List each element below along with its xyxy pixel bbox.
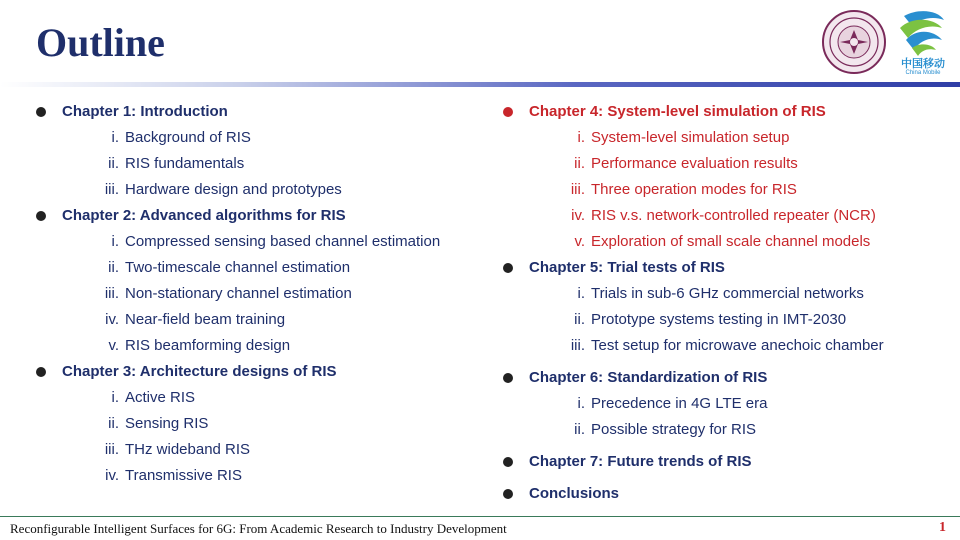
item-text: RIS fundamentals bbox=[125, 155, 245, 172]
chapter-4-title: Chapter 4: System-level simulation of RIS bbox=[529, 103, 826, 120]
chapter-2-item-3 bbox=[100, 284, 352, 304]
chapter-5-item-3 bbox=[566, 336, 884, 356]
item-text: Active RIS bbox=[125, 389, 196, 406]
item-text: Two-timescale channel estimation bbox=[125, 259, 351, 276]
chapter-6-item-1 bbox=[566, 394, 767, 414]
chapter-4-item-2 bbox=[566, 154, 798, 174]
item-text: Performance evaluation results bbox=[591, 155, 798, 172]
item-text: Transmissive RIS bbox=[125, 467, 242, 484]
chapter-4-item-4 bbox=[566, 206, 876, 226]
bullet-icon bbox=[503, 263, 513, 273]
item-text: RIS v.s. network-controlled repeater (NCR) bbox=[591, 207, 876, 224]
chapter-3-item-4 bbox=[100, 466, 242, 486]
chapter-6-heading bbox=[529, 368, 767, 388]
chapter-1-title: Chapter 1: Introduction bbox=[62, 103, 228, 120]
item-number: iii. bbox=[570, 181, 585, 198]
footer-divider bbox=[0, 516, 960, 517]
item-number: ii. bbox=[574, 311, 585, 328]
item-text: Near-field beam training bbox=[125, 311, 286, 328]
conclusions-heading bbox=[529, 484, 619, 504]
chapter-5-item-1 bbox=[566, 284, 864, 304]
bullet-icon bbox=[503, 489, 513, 499]
item-number: i. bbox=[577, 395, 585, 412]
item-text: Three operation modes for RIS bbox=[591, 181, 797, 198]
item-number: ii. bbox=[574, 155, 585, 172]
item-text: Background of RIS bbox=[125, 129, 251, 146]
chapter-3-item-2 bbox=[100, 414, 208, 434]
item-text: Trials in sub-6 GHz commercial networks bbox=[591, 285, 864, 302]
chapter-5-heading bbox=[529, 258, 725, 278]
china-mobile-logo bbox=[890, 6, 956, 80]
item-number: iv. bbox=[571, 207, 585, 224]
item-text: Exploration of small scale channel models bbox=[591, 233, 871, 250]
slide-title: Outline bbox=[36, 20, 165, 65]
chapter-2-item-2 bbox=[100, 258, 350, 278]
item-text: THz wideband RIS bbox=[125, 441, 251, 458]
item-number: v. bbox=[574, 233, 585, 250]
item-text: Hardware design and prototypes bbox=[125, 181, 342, 198]
chapter-4-item-5 bbox=[566, 232, 870, 252]
item-number: iii. bbox=[104, 285, 119, 302]
chapter-2-title: Chapter 2: Advanced algorithms for RIS bbox=[62, 207, 346, 224]
title-divider bbox=[0, 82, 960, 87]
bullet-icon bbox=[503, 107, 513, 117]
item-number: iii. bbox=[104, 441, 119, 458]
footer-text: Reconfigurable Intelligent Surfaces for 6G: From Academic Research to Industry Development bbox=[10, 521, 507, 536]
item-number: iii. bbox=[570, 337, 585, 354]
chapter-6-item-2 bbox=[566, 420, 756, 440]
item-text: RIS beamforming design bbox=[125, 337, 291, 354]
item-number: ii. bbox=[574, 421, 585, 438]
item-number: i. bbox=[111, 233, 119, 250]
item-number: iv. bbox=[105, 467, 119, 484]
chapter-5-title: Chapter 5: Trial tests of RIS bbox=[529, 259, 725, 276]
bullet-icon bbox=[503, 373, 513, 383]
item-number: i. bbox=[577, 129, 585, 146]
chapter-4-item-1 bbox=[566, 128, 789, 148]
chapter-3-item-1 bbox=[100, 388, 195, 408]
chapter-1-item-3 bbox=[100, 180, 342, 200]
item-text: Non-stationary channel estimation bbox=[125, 285, 352, 302]
item-number: i. bbox=[111, 389, 119, 406]
chapter-2-item-4 bbox=[100, 310, 285, 330]
chapter-2-item-1 bbox=[100, 232, 440, 252]
chapter-7-title: Chapter 7: Future trends of RIS bbox=[529, 453, 752, 470]
china-mobile-cn-text: 中国移动 bbox=[901, 58, 945, 70]
item-number: v. bbox=[108, 337, 119, 354]
chapter-4-item-3 bbox=[566, 180, 797, 200]
chapter-5-item-2 bbox=[566, 310, 846, 330]
item-text: Test setup for microwave anechoic chamber bbox=[591, 337, 884, 354]
item-number: i. bbox=[111, 129, 119, 146]
china-mobile-en-text: China Mobile bbox=[905, 70, 941, 76]
bullet-icon bbox=[503, 457, 513, 467]
chapter-7-heading bbox=[529, 452, 752, 472]
chapter-3-heading bbox=[62, 362, 337, 382]
chapter-6-title: Chapter 6: Standardization of RIS bbox=[529, 369, 768, 386]
item-number: ii. bbox=[108, 259, 119, 276]
item-number: ii. bbox=[108, 415, 119, 432]
item-text: Possible strategy for RIS bbox=[591, 421, 757, 438]
chapter-3-title: Chapter 3: Architecture designs of RIS bbox=[62, 363, 337, 380]
chapter-2-heading bbox=[62, 206, 346, 226]
bullet-icon bbox=[36, 211, 46, 221]
chapter-1-heading bbox=[62, 102, 228, 122]
china-mobile-emblem-icon bbox=[890, 6, 956, 58]
bullet-icon bbox=[36, 367, 46, 377]
university-seal-logo bbox=[822, 10, 886, 74]
item-number: iii. bbox=[104, 181, 119, 198]
item-number: iv. bbox=[105, 311, 119, 328]
chapter-4-heading bbox=[529, 102, 826, 122]
bullet-icon bbox=[36, 107, 46, 117]
item-text: Compressed sensing based channel estimation bbox=[125, 233, 441, 250]
page-number: 1 bbox=[939, 520, 946, 535]
item-text: Sensing RIS bbox=[125, 415, 209, 432]
conclusions-title: Conclusions bbox=[529, 485, 620, 502]
item-text: System-level simulation setup bbox=[591, 129, 790, 146]
chapter-3-item-3 bbox=[100, 440, 250, 460]
item-text: Precedence in 4G LTE era bbox=[591, 395, 768, 412]
item-number: i. bbox=[577, 285, 585, 302]
chapter-2-item-5 bbox=[100, 336, 290, 356]
chapter-1-item-2 bbox=[100, 154, 244, 174]
item-number: ii. bbox=[108, 155, 119, 172]
chapter-1-item-1 bbox=[100, 128, 251, 148]
item-text: Prototype systems testing in IMT-2030 bbox=[591, 311, 847, 328]
